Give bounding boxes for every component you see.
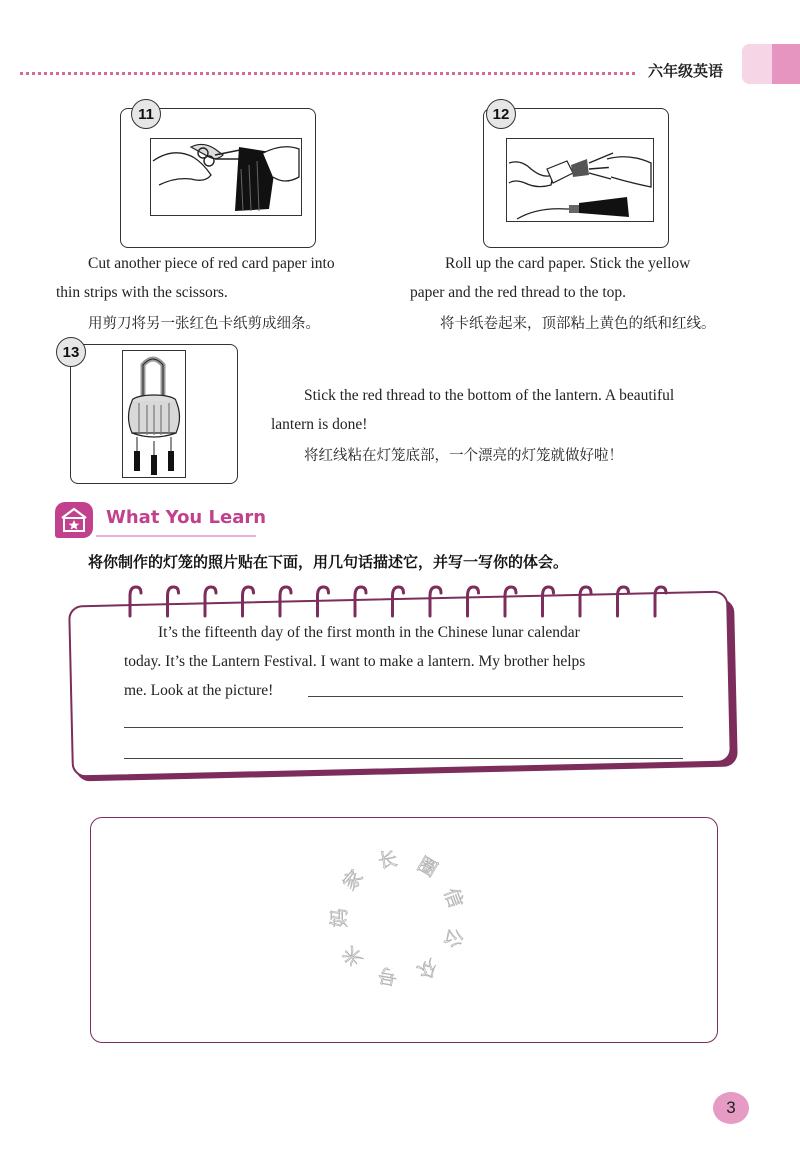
watermark-char: 米: [338, 941, 368, 970]
watermark-seal: [318, 838, 478, 998]
spiral-ring: [280, 587, 291, 616]
watermark-char: 圈: [413, 853, 441, 882]
watermark-char: 长: [376, 847, 400, 873]
page-number: 3: [713, 1092, 749, 1124]
section-underline: [96, 535, 256, 537]
step-13-illustration: [122, 350, 186, 478]
notebook-line-3: me. Look at the picture!: [124, 682, 274, 699]
writing-line-1[interactable]: [308, 696, 683, 697]
step-11-text-cn: 用剪刀将另一张红色卡纸剪成细条。: [88, 316, 320, 332]
grade-label: 六年级英语: [648, 62, 724, 80]
step-13-text-en-1: Stick the red thread to the bottom of the lantern. A beautiful: [304, 387, 675, 404]
spiral-ring: [580, 587, 591, 616]
step-13-number: 13: [56, 337, 86, 367]
spiral-ring: [130, 587, 141, 616]
step-11-illustration: [150, 138, 302, 216]
header-tab-highlight: [742, 44, 772, 84]
section-icon: [55, 502, 93, 538]
spiral-ring: [318, 587, 329, 616]
spiral-ring: [205, 587, 216, 616]
watermark-char: 公: [439, 925, 467, 951]
spiral-ring: [243, 587, 254, 616]
step-11-text-en-1: Cut another piece of red card paper into: [88, 255, 335, 272]
step-12-text-en-1: Roll up the card paper. Stick the yellow: [445, 255, 691, 272]
writing-line-3[interactable]: [124, 758, 683, 759]
step-13-text-en-2: lantern is done!: [271, 416, 368, 433]
step-11-text-en-2: thin strips with the scissors.: [56, 284, 228, 301]
watermark-char: 号: [376, 963, 400, 989]
notebook-line-1: It’s the fifteenth day of the first month in the Chinese lunar calendar: [158, 624, 580, 641]
spiral-ring: [468, 587, 479, 616]
watermark-char: 众: [413, 954, 441, 983]
spiral-ring: [430, 587, 441, 616]
spiral-ring: [168, 587, 179, 616]
watermark-char: 信: [439, 885, 467, 911]
header-dotted-line: [20, 72, 635, 75]
notebook-spiral: [120, 584, 680, 618]
spiral-ring: [618, 587, 629, 616]
spiral-ring: [505, 587, 516, 616]
step-12-text-en-2: paper and the red thread to the top.: [410, 284, 627, 301]
step-13-text-cn: 将红线粘在灯笼底部，一个漂亮的灯笼就做好啦！: [304, 448, 623, 464]
writing-line-2[interactable]: [124, 727, 683, 728]
section-instruction: 将你制作的灯笼的照片贴在下面，用几句话描述它，并写一写你的体会。: [88, 553, 569, 571]
watermark-char: 家: [338, 866, 368, 895]
section-title: What You Learn: [106, 507, 267, 528]
watermark-char: 妈: [328, 908, 351, 928]
step-12-illustration: [506, 138, 654, 222]
notebook-line-2: today. It’s the Lantern Festival. I want to make a lantern. My brother helps: [124, 653, 586, 670]
notebook-text: [124, 618, 689, 705]
spiral-ring: [355, 587, 366, 616]
step-12-number: 12: [486, 99, 516, 129]
step-11-number: 11: [131, 99, 161, 129]
step-12-text-cn: 将卡纸卷起来，顶部粘上黄色的纸和红线。: [440, 316, 716, 332]
spiral-ring: [393, 587, 404, 616]
spiral-ring: [655, 587, 666, 616]
spiral-ring: [543, 587, 554, 616]
